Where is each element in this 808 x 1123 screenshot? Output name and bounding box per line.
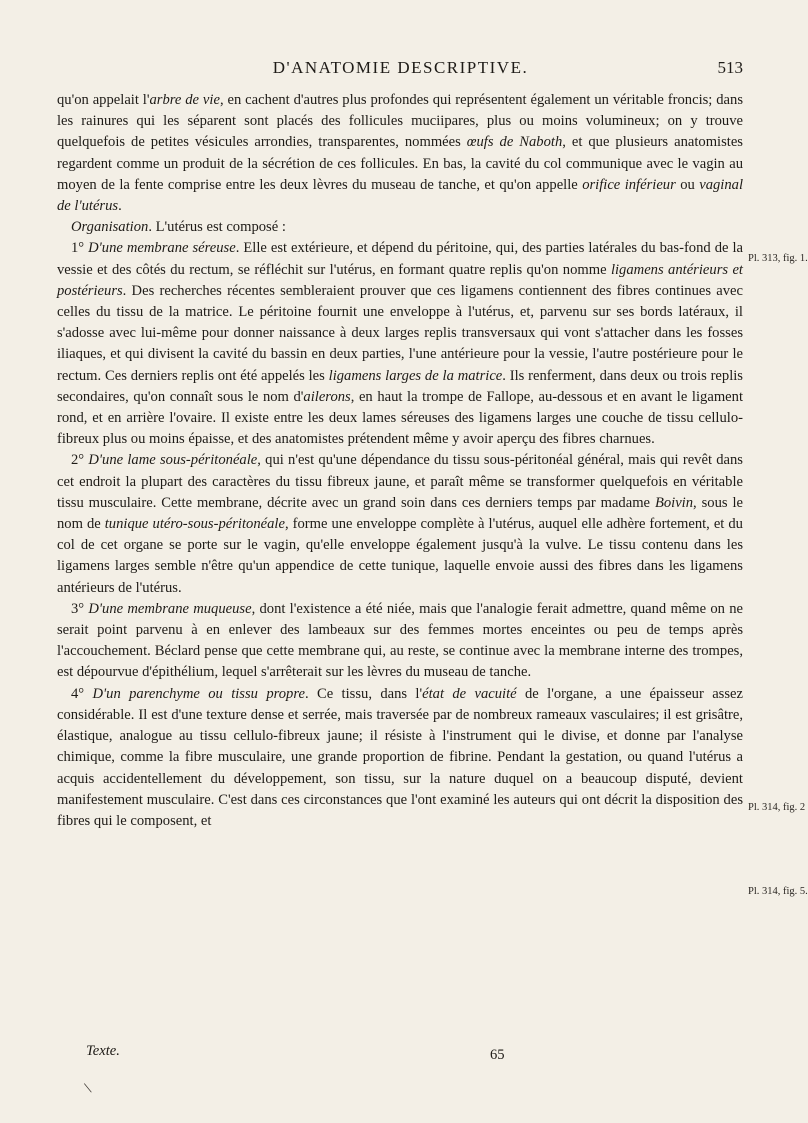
running-title: D'ANATOMIE DESCRIPTIVE.: [272, 58, 529, 77]
text-run: , dont l'existence a été niée, mais que l'analogie ferait admettre, quand même on ne serait point parvenu à en enlever des lambeaux sur des femmes mortes enceintes ou peu de temps après l'accouchement. Béclard pense que cette membrane qui, au reste, se continue avec la membrane interne des trompes, est dépourvue d'épithélium, lequel s'arrêterait sur les lèvres du museau de tanche.: [57, 600, 743, 681]
margin-note-plate-1: Pl. 313, fig. 1.: [748, 253, 808, 264]
text-run: . Ce tissu, dans l': [304, 685, 423, 702]
text-run: ou: [675, 176, 700, 193]
italic-run: D'un parenchyme ou tissu propre: [92, 685, 305, 702]
text-run: . Des recherches récentes sembleraient prouver que ces ligamens contiennent des fibres continues avec celles du tissu de la matrice. Le péritoine fournit une enveloppe à l'utérus, et, parvenu sur ses bords latéraux, il s'adosse avec lui-même pour donner naissance à deux larges replis transversaux qui vont s'attacher dans les fosses iliaques, et qui divisent la cavité du bassin en deux parties, l'une antérieure pour la vessie, l'autre postérieure pour le rectum. Ces derniers replis ont été appelés les: [57, 282, 743, 384]
italic-run: œufs de Naboth: [466, 134, 563, 151]
italic-run: état de vacuité: [422, 685, 517, 702]
text-run: , en cachent d'autres plus profondes qui représentent également un véritable froncis; dans les rainures qui les séparent sont placés des follicules muciipares, plus ou moins volumineux; on y trouve quelquefois de petites vésicules arrondies, transparentes, nommées: [57, 92, 743, 151]
paragraph: [57, 450, 743, 598]
italic-run: ligamens antérieurs et postérieurs: [57, 261, 743, 299]
italic-run: D'une membrane séreuse: [88, 240, 236, 257]
italic-run: tunique utéro-sous-péritonéale: [104, 516, 285, 533]
text-run: , qui n'est qu'une dépendance du tissu sous-péritonéal général, mais qui revêt dans cet endroit la plupart des caractères du tissu fibreux jaune, et paraît même se transformer quelquefois en véritable tissu musculaire. Cette membrane, décrite avec un grand soin dans ces derniers temps par madame: [57, 452, 743, 511]
text-run: , et que plusieurs anatomistes regardent comme un produit de la sécrétion de ces follicules. En bas, la cavité du col communique avec le vagin au moyen de la fente comprise entre les deux lèvres du museau de tanche, et qu'on appelle: [57, 134, 743, 193]
paragraph: [57, 684, 743, 832]
margin-note-plate-2: Pl. 314, fig. 2: [748, 802, 806, 813]
italic-run: D'une membrane muqueuse: [88, 600, 252, 617]
text-run: de l'organe, a une épaisseur assez considérable. Il est d'une texture dense et serrée, mais traversée par de nombreux rameaux vasculaires; il est grisâtre, élastique, analogue au tissu cellulo-fibreux jaune; il résiste à l'instrument qui le divise, et donne par l'analyse chimique, comme la fibre musculaire, une grande proportion de fibrine. Pendant la gestation, ou quand l'utérus a acquis accidentellement du développement, son tissu, sur la nature duquel on a beaucoup disputé, devient manifestement musculaire. C'est dans ces circonstances que l'ont examiné les auteurs qui ont décrit la disposition des fibres qui le composent, et: [57, 685, 743, 829]
text-run: 3°: [71, 600, 89, 617]
paragraph: [57, 90, 743, 217]
italic-run: ligamens larges de la matrice: [328, 367, 503, 384]
catchword: Texte.: [86, 1043, 120, 1059]
text-run: . Ils renferment, dans deux ou trois replis secondaires, qu'on connaît sous le nom d': [57, 367, 743, 405]
italic-run: vaginal de l'utérus: [57, 176, 743, 215]
margin-note-plate-3: Pl. 314, fig. 5.: [748, 886, 808, 897]
italic-run: orifice inférieur: [582, 176, 676, 193]
text-run: .: [118, 198, 122, 215]
text-run: qu'on appelait l': [57, 92, 150, 108]
stray-mark: \: [83, 1079, 94, 1098]
italic-run: Boivin: [654, 494, 694, 511]
text-run: . Elle est extérieure, et dépend du péritoine, qui, des parties latérales du bas-fond de la vessie et des côtés du rectum, se réfléchit sur l'utérus, en formant quatre replis qu'on nomme: [57, 240, 743, 278]
italic-run: ailerons: [303, 388, 351, 405]
page-number: 513: [717, 58, 743, 77]
text-run: 4°: [71, 685, 93, 702]
body-text: [57, 90, 743, 832]
italic-run: arbre de vie: [149, 92, 220, 108]
text-run: , forme une enveloppe complète à l'utérus, auquel elle adhère fortement, et du col de cet organe se porte sur le vagin, qu'elle enveloppe également jusqu'à la vulve. Le tissu contenu dans les ligamens larges semble n'être qu'un appendice de cette tunique, laquelle envoie aussi des fibres dans les ligamens antérieurs de l'utérus.: [57, 516, 743, 596]
text-run: 1°: [71, 240, 89, 257]
signature-mark: 65: [490, 1047, 505, 1063]
text-run: 2°: [71, 452, 89, 469]
paragraph: [57, 238, 743, 450]
paragraph: [57, 217, 743, 238]
text-run: , sous le nom de: [57, 494, 743, 533]
text-run: , en haut la trompe de Fallope, au-dessous et en avant le ligament rond, et en arrière l'ovaire. Il existe entre les deux lames séreuses des ligamens larges une couche de tissu cellulo-fibreux plus ou moins épaisse, et des anatomistes prétendent même y avoir aperçu des fibres charnues.: [57, 388, 743, 448]
italic-run: Organisation: [71, 219, 149, 236]
text-run: . L'utérus est composé :: [148, 219, 286, 236]
paragraph: [57, 599, 743, 684]
page-header: [0, 58, 801, 82]
italic-run: D'une lame sous-péritonéale: [88, 452, 258, 469]
